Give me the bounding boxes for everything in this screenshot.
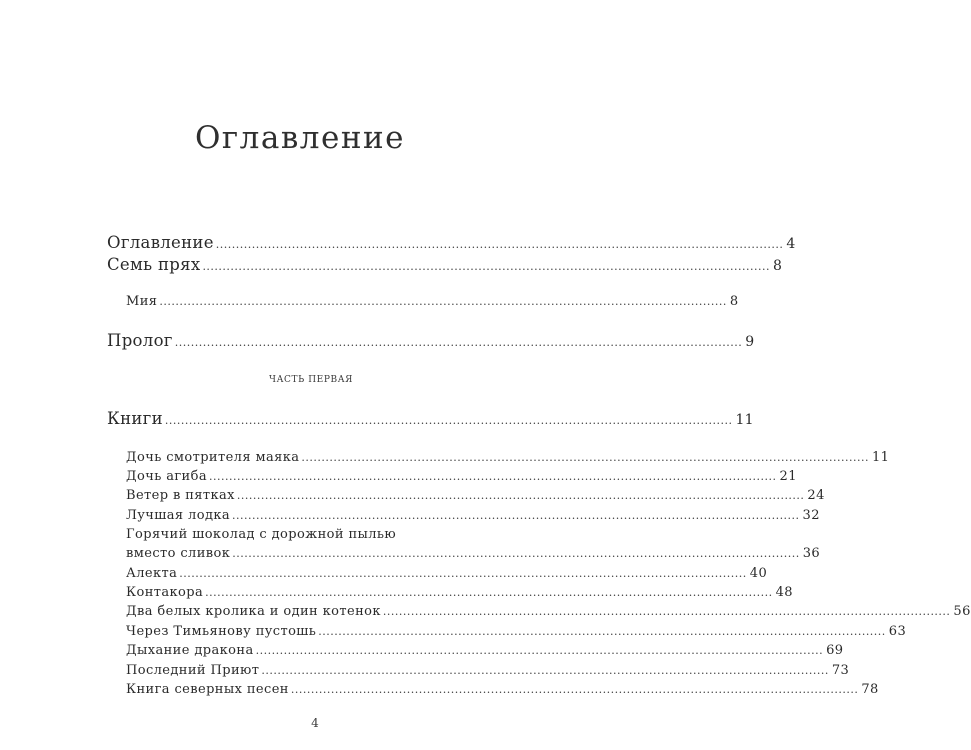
toc-page-number: 8 (729, 294, 739, 309)
toc-entry-chapter[interactable] (126, 566, 768, 581)
toc-entry-label: Алекта (126, 566, 178, 581)
toc-page-number: 24 (807, 488, 825, 503)
toc-page-number: 78 (861, 682, 879, 697)
toc-page-number: 11 (871, 450, 890, 465)
toc-leader-dots: .............................................................................................................................................. (290, 683, 859, 696)
page-title: Оглавление (195, 120, 405, 156)
toc-leader-dots: .............................................................................................................................................. (255, 644, 824, 657)
toc-entry-label: Книга северных песен (126, 682, 289, 697)
toc-entry-label: Оглавление (107, 233, 214, 252)
toc-page-number: 63 (888, 624, 907, 639)
toc-page-number: 9 (745, 334, 755, 350)
toc-leader-dots: .............................................................................................................................................. (205, 586, 773, 599)
toc-entry-label: Контакора (126, 585, 204, 600)
toc-entry-chapter[interactable] (126, 682, 879, 697)
toc-entry-label: Дочь смотрителя маяка (126, 450, 300, 465)
toc-leader-dots: .............................................................................................................................................. (174, 336, 743, 349)
toc-entry-chapter[interactable] (126, 488, 825, 503)
toc-leader-dots: .............................................................................................................................................. (179, 567, 747, 580)
toc-leader-dots: .............................................................................................................................................. (301, 451, 869, 464)
toc-entry-chapter[interactable] (126, 585, 793, 600)
toc-page-number: 32 (802, 508, 820, 523)
toc-leader-dots: .............................................................................................................................................. (261, 664, 829, 677)
toc-entry-label: Лучшая лодка (126, 508, 231, 523)
part-label: ЧАСТЬ ПЕРВАЯ (269, 375, 353, 385)
toc-leader-dots: .............................................................................................................................................. (159, 295, 727, 308)
toc-leader-dots: .............................................................................................................................................. (164, 414, 733, 427)
toc-leader-dots: .............................................................................................................................................. (232, 547, 800, 560)
toc-leader-dots: .............................................................................................................................................. (232, 509, 800, 522)
toc-entry-label: Последний Приют (126, 663, 260, 678)
toc-entry-label: Дыхание дракона (126, 643, 254, 658)
toc-leader-dots: .............................................................................................................................................. (209, 470, 777, 483)
toc-page-number: 56 (953, 604, 971, 619)
toc-entry-seven-spinners[interactable] (107, 255, 783, 274)
toc-leader-dots: .............................................................................................................................................. (215, 238, 784, 251)
toc-entry-chapter[interactable] (126, 604, 971, 619)
toc-leader-dots: .............................................................................................................................................. (202, 260, 770, 273)
toc-entry-chapter[interactable] (126, 663, 850, 678)
toc-page-number: 8 (772, 258, 783, 274)
toc-entry-label: Два белых кролика и один котенок (126, 604, 381, 619)
toc-entry-label: Мия (126, 294, 158, 309)
toc-entry-label: Семь прях (107, 255, 201, 274)
toc-entry-label: вместо сливок (126, 546, 231, 561)
page-number-footer: 4 (311, 716, 319, 730)
toc-leader-dots: .............................................................................................................................................. (318, 625, 886, 638)
toc-entry-chapter[interactable] (126, 643, 844, 658)
toc-entry-miya[interactable] (126, 294, 739, 309)
toc-entry-contents[interactable] (107, 233, 796, 252)
toc-entry-chapter[interactable] (126, 508, 820, 523)
toc-entry-label: Пролог (107, 331, 173, 350)
toc-entry-books[interactable] (107, 409, 754, 428)
toc-entry-label: Ветер в пятках (126, 488, 235, 503)
toc-entry-chapter[interactable] (126, 624, 907, 639)
toc-entry-label: Дочь агиба (126, 469, 208, 484)
toc-entry-chapter[interactable] (126, 450, 890, 465)
toc-page-number: 4 (786, 236, 796, 252)
toc-leader-dots: .............................................................................................................................................. (382, 605, 951, 618)
toc-entry-chapter[interactable] (126, 469, 797, 484)
toc-page-number: 40 (749, 566, 768, 581)
toc-page-number: 69 (826, 643, 844, 658)
toc-entry-prologue[interactable] (107, 331, 755, 350)
toc-page-number: 11 (735, 412, 754, 428)
toc-leader-dots: .............................................................................................................................................. (236, 489, 805, 502)
toc-page-number: 73 (831, 663, 850, 678)
toc-entry-label: Книги (107, 409, 163, 428)
toc-page-number: 36 (802, 546, 821, 561)
toc-page-number: 21 (779, 469, 797, 484)
toc-entry-label: Через Тимьянову пустошь (126, 624, 317, 639)
toc-entry-chapter[interactable] (126, 546, 821, 561)
toc-entry-label-line1: Горячий шоколад с дорожной пылью (126, 527, 397, 542)
toc-page-number: 48 (775, 585, 793, 600)
